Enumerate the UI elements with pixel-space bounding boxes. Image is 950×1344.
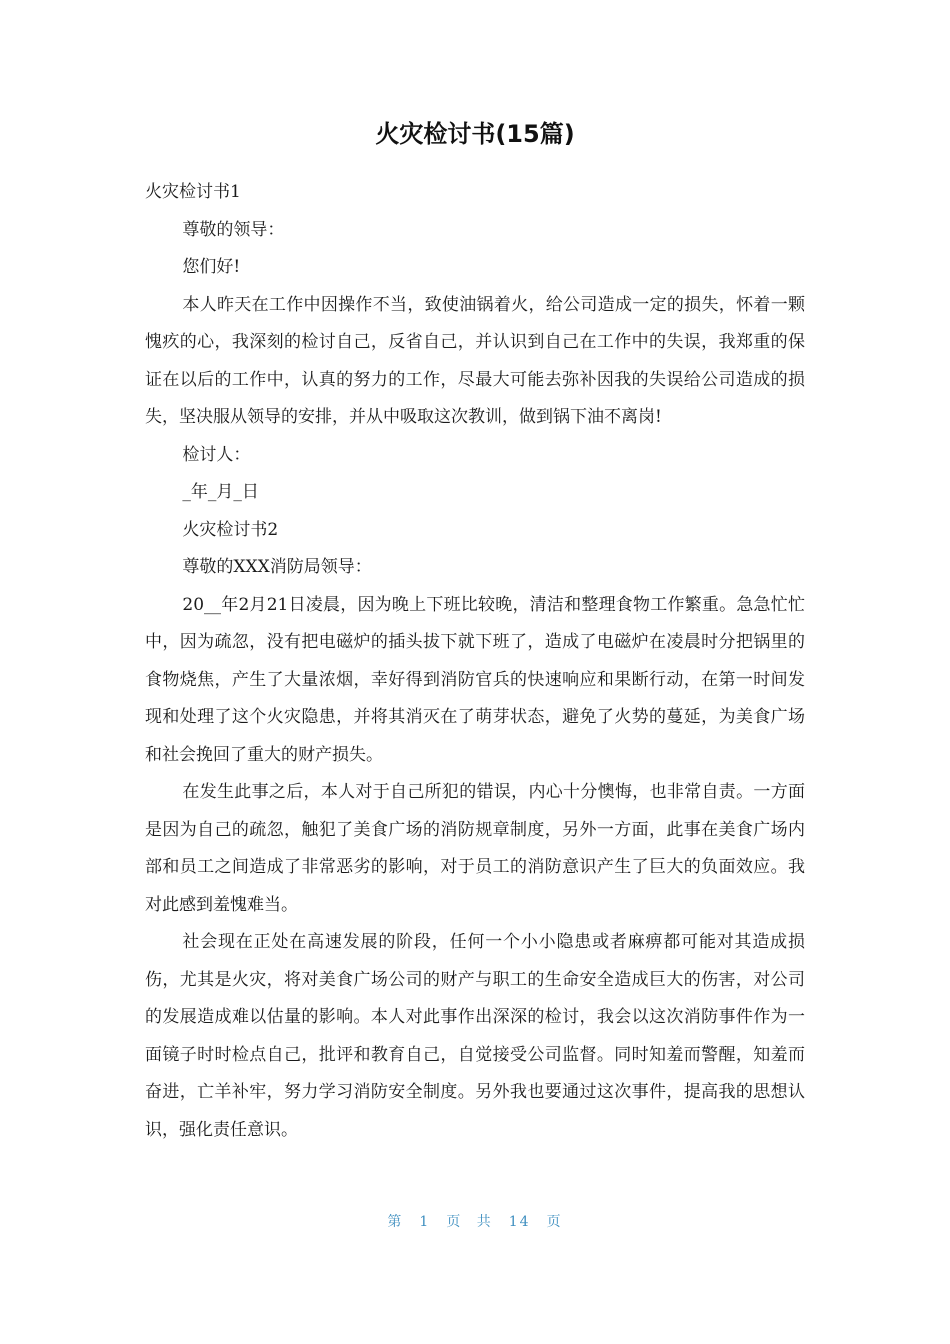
footer-prefix: 第 bbox=[387, 1214, 404, 1230]
footer-total-pages: 14 bbox=[508, 1214, 531, 1230]
paragraph-section-heading-1: 火灾检讨书1 bbox=[145, 182, 241, 202]
paragraph-body: 20__年2月21日凌晨，因为晚上下班比较晚，清洁和整理食物工作繁重。急急忙忙中，因为疏忽，没有把电磁炉的插头拔下就下班了，造成了电磁炉在凌晨时分把锅里的食物烧焦，产生了大量浓烟，幸好得到消防官兵的快速响应和果断行动，在第一时间发现和处理了这个火灾隐患，并将其消灭在了萌芽状态，避免了火势的蔓延，为美食广场和社会挽回了重大的财产损失。 bbox=[145, 594, 805, 765]
paragraph-salutation-2: 尊敬的XXX消防局领导： bbox=[182, 557, 372, 577]
footer-current-page: 1 bbox=[419, 1214, 431, 1230]
document-title: 火灾检讨书(15篇) bbox=[375, 120, 575, 148]
paragraph-salutation: 尊敬的领导： bbox=[182, 219, 285, 240]
paragraph-section-heading-2: 火灾检讨书2 bbox=[182, 519, 279, 540]
page-footer bbox=[0, 1212, 950, 1232]
document-body bbox=[145, 174, 805, 1149]
paragraph-body: 社会现在正处在高速发展的阶段，任何一个小小隐患或者麻痹都可能对其造成损伤，尤其是火灾，将对美食广场公司的财产与职工的生命安全造成巨大的伤害，对公司的发展造成难以估量的影响。本人对此事作出深深的检讨，我会以这次消防事件作为一面镜子时时检点自己，批评和教育自己，自觉接受公司监督。同时知羞而警醒，知羞而奋进，亡羊补牢，努力学习消防安全制度。另外我也要通过这次事件，提高我的思想认识，强化责任意识。 bbox=[145, 932, 805, 1140]
footer-suffix: 页 bbox=[546, 1214, 563, 1230]
paragraph-signature: 检讨人： bbox=[182, 444, 251, 465]
paragraph-body: 本人昨天在工作中因操作不当，致使油锅着火，给公司造成一定的损失，怀着一颗愧疚的心，我深刻的检讨自己，反省自己，并认识到自己在工作中的失误，我郑重的保证在以后的工作中，认真的努力的工作，尽最大可能去弥补因我的失误给公司造成的损失，坚决服从领导的安排，并从中吸取这次教训，做到锅下油不离岗! bbox=[145, 294, 805, 427]
paragraph-body: 在发生此事之后，本人对于自己所犯的错误，内心十分懊悔，也非常自责。一方面是因为自己的疏忽，触犯了美食广场的消防规章制度，另外一方面，此事在美食广场内部和员工之间造成了非常恶劣的影响，对于员工的消防意识产生了巨大的负面效应。我对此感到羞愧难当。 bbox=[145, 782, 805, 915]
paragraph-date: _年_月_日 bbox=[182, 482, 259, 502]
footer-middle: 页 共 bbox=[446, 1214, 493, 1230]
paragraph-greeting: 您们好! bbox=[182, 257, 241, 277]
